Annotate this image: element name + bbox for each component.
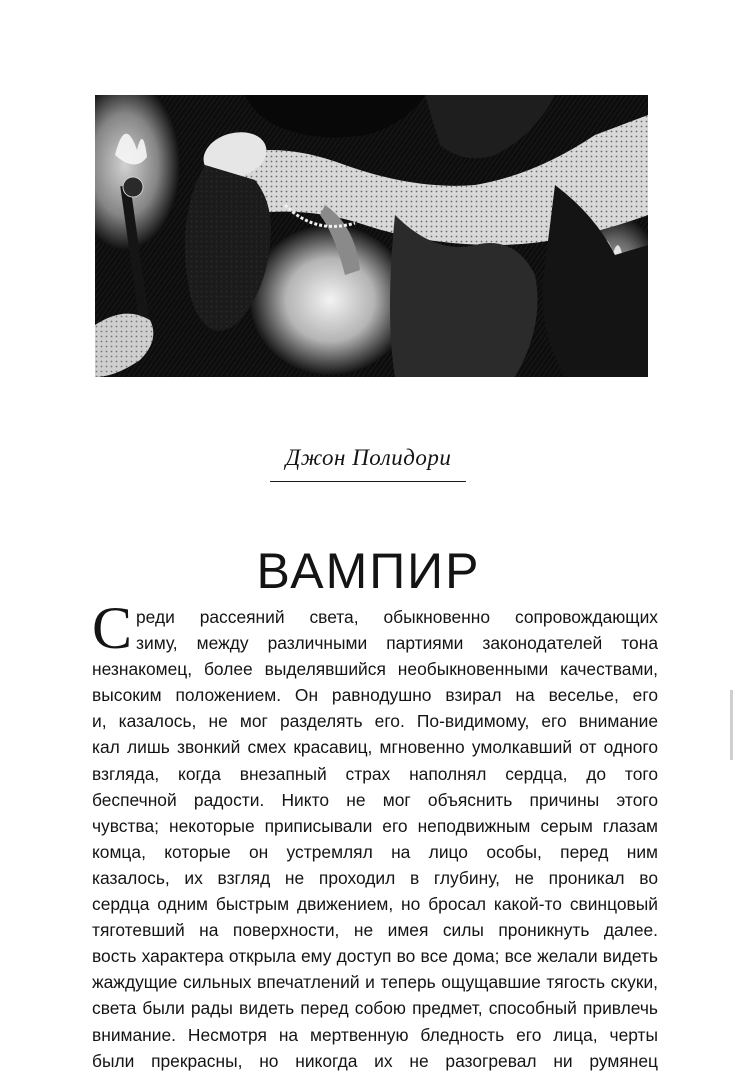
text-line: были прекрасны, но никогда их не разогревал ни румянец — [92, 1050, 658, 1071]
text-line: сердца одним быстрым движением, но бросал какой-то свинцовый — [92, 894, 658, 915]
text-line: света были рады видеть перед собою предмет, способный привлечь — [92, 998, 658, 1019]
author-name: Джон Полидори — [285, 445, 452, 470]
text-line: казалось, их взгляд не проходил в глубину, не проникал во — [92, 867, 658, 888]
text-line: беспечной радости. Никто не мог объяснить причины этого — [92, 789, 658, 810]
chapter-illustration — [95, 95, 648, 377]
text-line: чувства; некоторые приписывали его неподвижным серым глазам — [92, 815, 658, 836]
story-body-text — [92, 595, 658, 1074]
dropcap-letter: С — [92, 595, 133, 661]
text-line: тяготевший на поверхности, не имея силы проникнуть далее. — [92, 920, 658, 941]
text-line: и, казалось, не мог разделять его. По-видимому, его внимание — [92, 711, 658, 732]
author-underline-divider — [270, 481, 466, 482]
engraving-vampire-illustration-icon — [95, 95, 648, 377]
text-line: незнакомец, более выделявшийся необыкновенными качествами, — [92, 659, 658, 680]
text-line: реди рассеяний света, обыкновенно сопровождающих — [136, 607, 658, 627]
text-line: комца, которые он устремлял на лицо особы, перед ним — [92, 841, 658, 862]
text-line: жаждущие сильных впечатлений и теперь ощущавшие тягость скуки, — [92, 972, 658, 993]
text-line: зиму, между различными партиями законодателей тона — [136, 633, 658, 654]
text-line: вость характера открыла ему доступ во все дома; все желали видеть — [92, 946, 658, 967]
text-line: внимание. Несмотря на мертвенную бледность его лица, черты — [92, 1024, 658, 1045]
text-line: высоким положением. Он равнодушно взирал на веселье, его — [92, 685, 658, 706]
page-edge-mark — [730, 690, 733, 760]
text-line: кал лишь звонкий смех красавиц, мгновенно умолкавший от одного — [92, 737, 658, 758]
story-title: ВАМПИР — [256, 542, 481, 599]
text-line: взгляда, когда внезапный страх наполнял сердца, до того — [92, 763, 658, 784]
